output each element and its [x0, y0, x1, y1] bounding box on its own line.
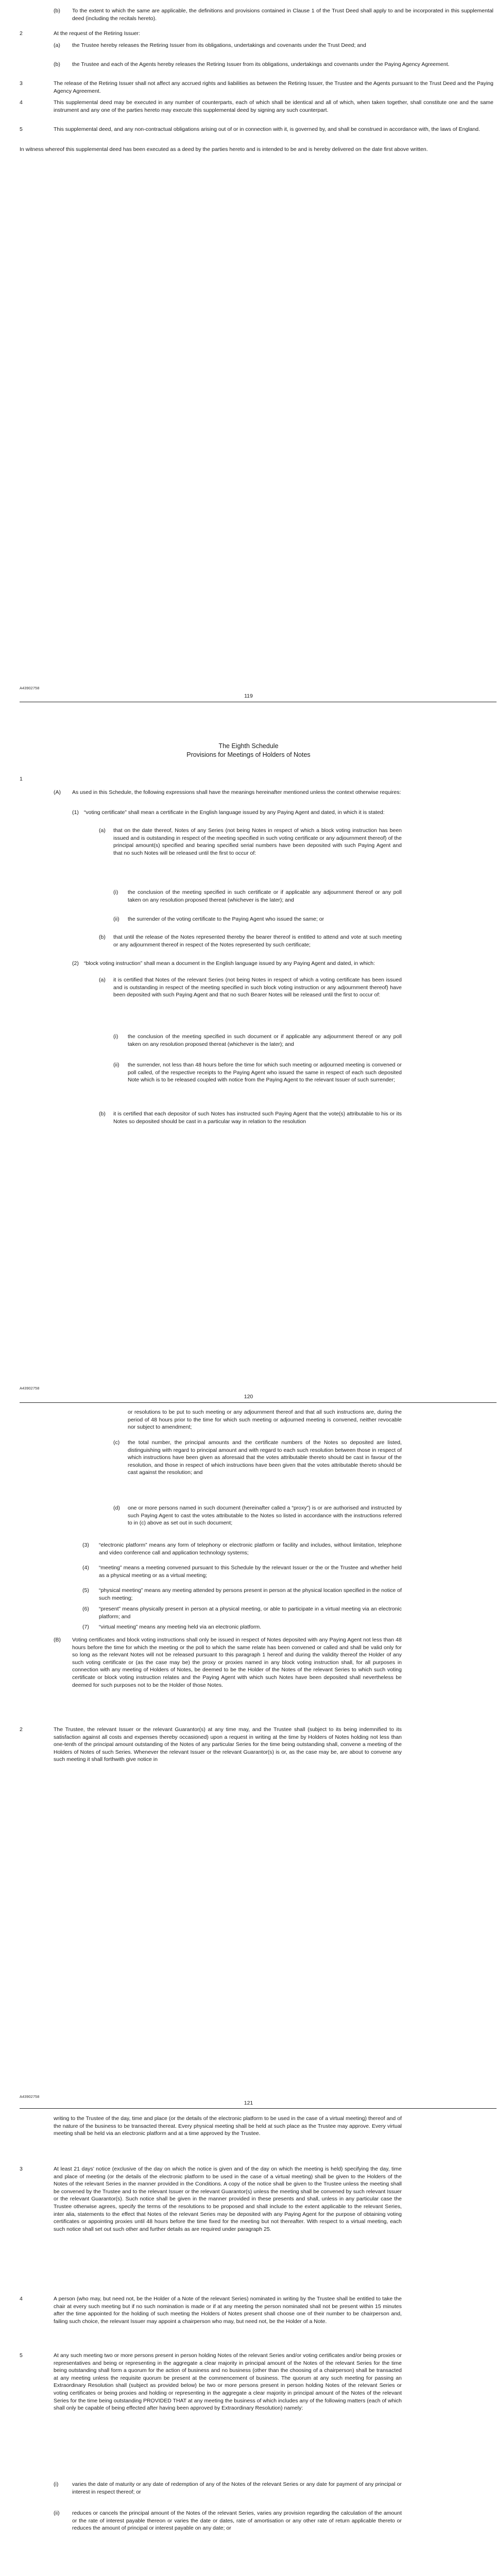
def-2b-label: (b) [99, 1111, 106, 1117]
page-number: 119 [244, 693, 253, 699]
clause-5-ii-label: (ii) [54, 2510, 60, 2516]
def-1a-ii-label: (ii) [113, 916, 119, 922]
def-1a-ii-text: the surrender of the voting certificate to the Paying Agent who issued the same; or [128, 916, 324, 922]
clause-2-text: The Trustee, the relevant Issuer or the relevant Guarantor(s) at any time may, and the Trustee shall (subject to its being indemnified to its satisfaction against all costs and expenses thereby occasioned) upon a request in writing at the time by Holders of Notes holding not less than one-tenth of the principal amount outstanding of the Notes of any particular Series for the time being outstanding shall, convene a meeting of the Holders of Notes of such Series. Whenever the relevant Issuer or the relevant Guarantor(s) is or, as the case may be, are about to convene any such meeting it shall forthwith give notice in [54, 1726, 402, 1763]
page-122 [0, 2110, 497, 2576]
schedule-title: The Eighth Schedule [218, 742, 279, 750]
clause-5-text: At any such meeting two or more persons present in person holding Notes of the relevant Series and/or voting certificates and/or being proxies or representatives and being or representing in the aggregate a clear majority in principal amount of the Notes of the relevant Series for the time being outstanding shall form a quorum for the action of business and no business (other than the choosing of a chairperson) shall be transacted at any meeting unless the requisite quorum be present at the commencement of business. The quorum at any such meeting for passing an Extraordinary Resolution shall (subject as provided below) be two or more persons present in person holding Notes of the relevant Series or voting certificates or being proxies and holding or representing in the aggregate a clear majority in principal amount of the Notes of the relevant Series for the time being outstanding PROVIDED THAT at any meeting the business of which includes any of the following matters (each of which shall only be capable of being effected after having been approved by Extraordinary Resolution) namely: [54, 2352, 402, 2412]
def-1b-label: (b) [99, 934, 106, 940]
clause-2b-text: the Trustee and each of the Agents hereby releases the Retiring Issuer from its obligations, undertakings and covenants under the Paying Agency Agreement. [72, 61, 450, 67]
clause-5-ii-text: reduces or cancels the principal amount of the Notes of the relevant Series, varies any provision regarding the calculation of the amount or the rate of interest payable thereon or varies the date or dates, rate of amortisation or any other rate of return applicable thereto or reduces the amount of principal or interest payable on any date; or [72, 2510, 402, 2532]
clause-5-text: This supplemental deed, and any non-contractual obligations arising out of or in connection with it, is governed by, and shall be construed in accordance with, the laws of England. [54, 126, 481, 132]
def-7-text: “virtual meeting” means any meeting held via an electronic platform. [99, 1624, 262, 1630]
clause-5-i-text: varies the date of maturity or any date of redemption of any of the Notes of the relevant Series or any date for payment of any principal or interest in respect thereof; or [72, 2481, 402, 2495]
def-6-label: (6) [82, 1606, 89, 1612]
section-1-number: 1 [20, 776, 23, 782]
def-2b-text: it is certified that each depositor of such Notes has instructed such Paying Agent that the vote(s) attributable to his or its Notes so deposited should be cast in a particular way in relation to the resolution [113, 1111, 402, 1125]
def-2a-text: it is certified that Notes of the relevant Series (not being Notes in respect of which a voting certificate has been issued and is outstanding in respect of the meeting specified in such block voting instruction or any adjournment thereof) have been deposited with such Paying Agent and that no such Bearer Notes will be released until the first to occur of: [113, 977, 402, 998]
def-1a-label: (a) [99, 827, 106, 834]
clause-2-number: 2 [20, 30, 23, 37]
page-number: 121 [244, 2100, 253, 2106]
def-7-label: (7) [82, 1624, 89, 1630]
def-1-label: (1) [72, 809, 79, 816]
para-A-label: (A) [54, 789, 61, 795]
page-120 [0, 703, 497, 1406]
clause-5-i-label: (i) [54, 2481, 59, 2487]
def-5-label: (5) [82, 1587, 89, 1594]
page-119 [0, 0, 497, 703]
clause-2-number: 2 [20, 1726, 23, 1733]
def-2c-label: (c) [113, 1439, 120, 1446]
document-reference: A43902758 [20, 686, 40, 690]
def-1a-i-label: (i) [113, 889, 118, 895]
schedule-subtitle: Provisions for Meetings of Holders of Notes [186, 751, 311, 758]
def-6-text: “present” means physically present in person at a physical meeting, or able to participate in a virtual meeting via an electronic platform; and [99, 1606, 402, 1620]
clause-3-text: The release of the Retiring Issuer shall not affect any accrued rights and liabilities as between the Retiring Issuer, the Trustee and the Agents pursuant to the Trust Deed and the Paying Agency Agreement. [54, 80, 493, 94]
def-1a-text: that on the date thereof, Notes of any Series (not being Notes in respect of which a block voting instruction has been issued and is outstanding in respect of the meeting specified in such voting certificate or any adjournment thereof) of the principal amount(s) specified and bearing specified serial numbers have been deposited with such Paying Agent and that no such Notes will be released until the first to occur of: [113, 827, 402, 856]
clause-3-number: 3 [20, 2166, 23, 2172]
def-2a-ii-label: (ii) [113, 1062, 119, 1068]
def-2b-continued-text: or resolutions to be put to such meeting or any adjournment thereof and that all such instructions are, during the period of 48 hours prior to the time for which such meeting or adjourned meeting is convened, neither revocable nor subject to amendment; [128, 1409, 402, 1431]
clause-1b-label: (b) [54, 8, 60, 14]
clause-4-number: 4 [20, 99, 23, 106]
def-5-text: “physical meeting” means any meeting attended by persons present in person at the physical location specified in the notice of such meeting; [99, 1587, 402, 1601]
def-3-label: (3) [82, 1542, 89, 1548]
para-A-text: As used in this Schedule, the following expressions shall have the meanings hereinafter mentioned unless the context otherwise requires: [72, 789, 401, 795]
def-2d-label: (d) [113, 1505, 120, 1511]
def-2a-i-label: (i) [113, 1033, 118, 1040]
clause-1b-text: To the extent to which the same are applicable, the definitions and provisions contained in Clause 1 of the Trust Deed shall apply to and be incorporated in this supplemental deed (including the recitals hereto). [72, 8, 493, 22]
def-2-label: (2) [72, 960, 79, 967]
page-divider [20, 2108, 496, 2109]
page-121 [0, 1406, 497, 2110]
def-2d-text: one or more persons named in such document (hereinafter called a “proxy”) is or are authorised and instructed by such Paying Agent to cast the votes attributable to the Notes so listed in accordance with the instructions referred to in (c) above as set out in such document; [128, 1505, 402, 1527]
document-reference: A43902758 [20, 1386, 40, 1391]
clause-3-text: At least 21 days’ notice (exclusive of the day on which the notice is given and of the day on which the meeting is held) specifying the day, time and place of meeting (or the details of the electronic platform to be used in the case of a virtual meeting) shall be given to the Holders of the Notes of the relevant Series in the manner provided in the Conditions. A copy of the notice shall be given to the Trustee unless the meeting shall be convened by the Trustee and to the relevant Issuer or the relevant Guarantor(s) unless the meeting shall be convened by such relevant Issuer or the relevant Guarantor(s). Such notice shall be given in the manner provided in these presents and shall, unless in any particular case the Trustee otherwise agrees, specify the terms of the resolutions to be proposed and shall include to the extent applicable to the relevant Series, inter alia, statements to the effect that Notes of the relevant Series may be deposited with any Paying Agent for the purpose of obtaining voting certificates or appointing proxies until 48 hours before the time fixed for the meeting but not thereafter. With respect to a virtual meeting, each such notice shall set out such other and further details as are required under paragraph 25. [54, 2166, 402, 2232]
clause-3-number: 3 [20, 80, 23, 87]
def-2a-label: (a) [99, 977, 106, 983]
def-1a-i-text: the conclusion of the meeting specified in such certificate or if applicable any adjournment thereof or any poll taken on any resolution proposed thereat (whichever is the later); and [128, 889, 402, 903]
def-2a-ii-text: the surrender, not less than 48 hours before the time for which such meeting or adjourned meeting is convened or poll called, of the respective receipts to the Paying Agent who issued the same in respect of each such deposited Note which is to be released coupled with notice from the Paying Agent to the relevant Issuer of such surrender; [128, 1062, 402, 1083]
clause-5-number: 5 [20, 2352, 23, 2359]
def-2-text: “block voting instruction” shall mean a document in the English language issued by any Paying Agent and dated, in which: [84, 960, 375, 967]
clause-5-number: 5 [20, 126, 23, 132]
def-4-text: “meeting” means a meeting convened pursuant to this Schedule by the relevant Issuer or the or the Trustee and whether held as a physical meeting or as a virtual meeting; [99, 1565, 402, 1579]
para-B-label: (B) [54, 1637, 61, 1643]
def-2c-text: the total number, the principal amounts and the certificate numbers of the Notes so deposited are listed, distinguishing with regard to principal amount and with regard to each such resolution between those in respect of which instructions have been given as aforesaid that the votes attributable thereto should be cast in favour of the resolution, and those in respect of which instructions have been given that the votes attributable thereto should be cast against the resolution; and [128, 1439, 402, 1476]
def-1-text: “voting certificate” shall mean a certificate in the English language issued by any Paying Agent and dated, in which it is stated: [84, 809, 385, 816]
clause-2a-text: the Trustee hereby releases the Retiring Issuer from its obligations, undertakings and covenants under the Trust Deed; and [72, 42, 366, 48]
para-B-text: Voting certificates and block voting instructions shall only be issued in respect of Notes deposited with any Paying Agent not less than 48 hours before the time for which the meeting or the poll to which the same relate has been convened or called and shall be valid only for so long as the relevant Notes will not be released pursuant to this paragraph 1 hereof and during the validity thereof the Holder of any such voting certificate or (as the case may be) the proxy or proxies named in any block voting instruction shall, for all purposes in connection with any meeting of Holders of Notes, be deemed to be the Holder of the Notes of the relevant Series to which such voting certificate or block voting instruction relates and the Paying Agent with which such Notes have been deposited shall nevertheless be deemed for such purposes not to be the Holder of those Notes. [72, 1637, 402, 1688]
def-3-text: “electronic platform” means any form of telephony or electronic platform or facility and includes, without limitation, telephone and video conference call and application technology systems; [99, 1542, 402, 1556]
page-number: 120 [244, 1394, 253, 1400]
clause-2b-label: (b) [54, 61, 60, 67]
page-divider [20, 1402, 496, 1403]
clause-4-number: 4 [20, 2296, 23, 2302]
witness-clause: In witness whereof this supplemental deed has been executed as a deed by the parties hereto and is intended to be and is hereby delivered on the date first above written. [20, 146, 428, 152]
clause-2-text: At the request of the Retiring Issuer: [54, 30, 141, 37]
clause-4-text: This supplemental deed may be executed in any number of counterparts, each of which shall be identical and all of which, when taken together, shall constitute one and the same instrument and any one of the parties hereto may execute this supplemental deed by signing any such counterpart. [54, 99, 493, 113]
def-4-label: (4) [82, 1565, 89, 1571]
def-1b-text: that until the release of the Notes represented thereby the bearer thereof is entitled to attend and vote at such meeting or any adjournment thereof in respect of the Notes represented by such certificate; [113, 934, 402, 948]
document-reference: A43902758 [20, 2094, 40, 2099]
def-2a-i-text: the conclusion of the meeting specified in such document or if applicable any adjournment thereof or any poll taken on any resolution proposed thereat (whichever is the later); and [128, 1033, 402, 1047]
clause-2a-label: (a) [54, 42, 60, 48]
clause-4-text: A person (who may, but need not, be the Holder of a Note of the relevant Series) nominated in writing by the Trustee shall be entitled to take the chair at every such meeting but if no such nomination is made or if at any meeting the person nominated shall not be present within 15 minutes after the time appointed for the holding of such meeting the Holders of Notes present shall choose one of their number to be chairperson and, failing such choice, the relevant Issuer may appoint a chairperson who may, but need not, be the Holder of a Note. [54, 2296, 402, 2325]
clause-2-continued-text: writing to the Trustee of the day, time and place (or the details of the electronic platform to be used in the case of a virtual meeting) thereof and of the nature of the business to be transacted thereat. Every physical meeting shall be held at such place as the Trustee may approve. Every virtual meeting shall be held via an electronic platform and at a time approved by the Trustee. [54, 2115, 402, 2137]
